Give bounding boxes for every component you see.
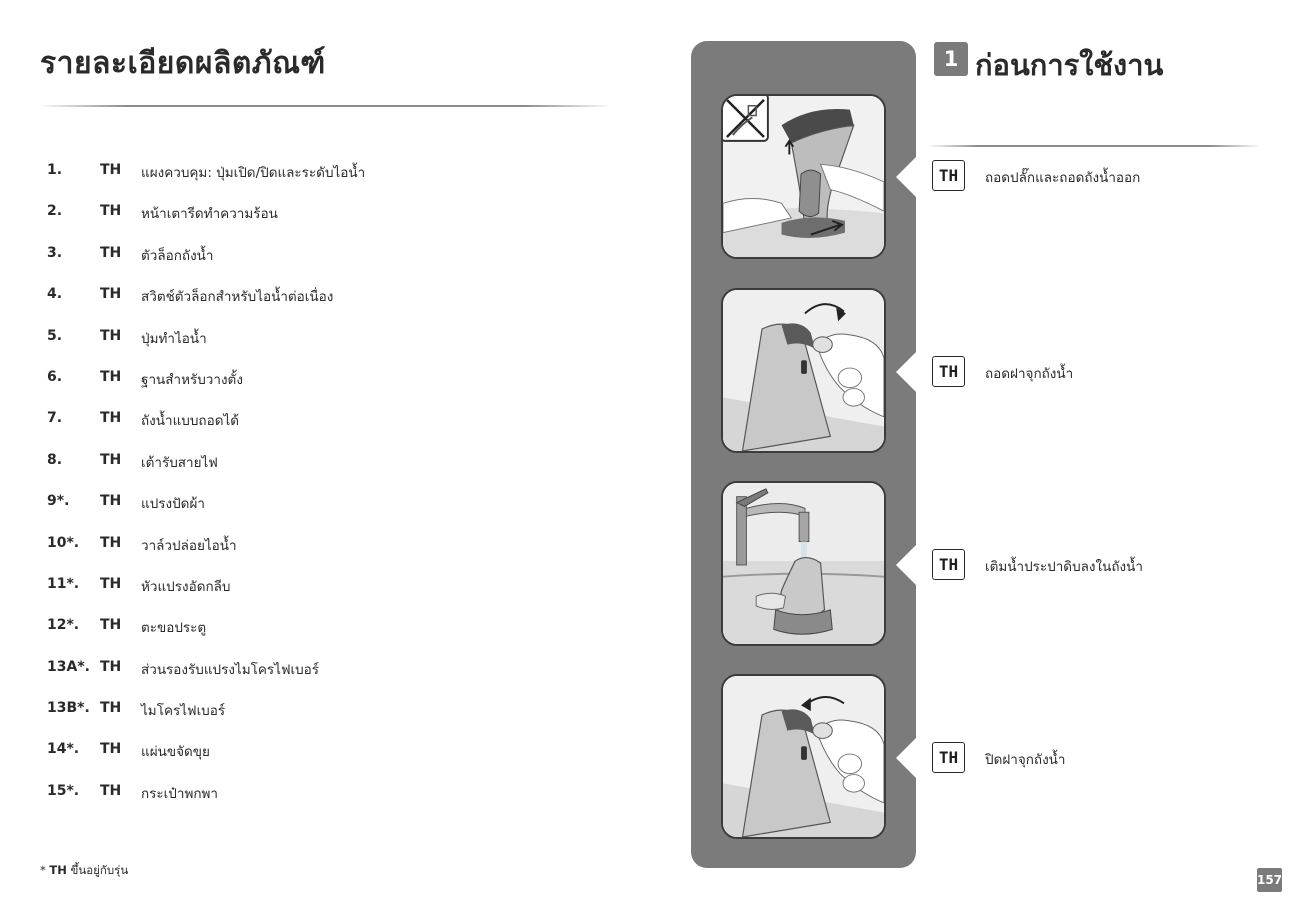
part-number: 3. [47,244,63,261]
step-4-instruction: ปิดฝาจุกถังน้ำ [985,752,1066,768]
page-number: 157 [1257,868,1282,892]
list-item [47,771,607,812]
part-number: 2. [47,203,63,220]
part-description: ไมโครไฟเบอร์ [141,703,226,720]
part-number: 6. [47,368,63,385]
language-badge: TH [932,160,965,191]
part-description: สวิตช์ตัวล็อกสำหรับไอน้ำต่อเนื่อง [141,289,334,306]
part-description: วาล์วปล่อยไอน้ำ [141,537,237,554]
step-4-pointer [896,738,916,778]
section-title: ก่อนการใช้งาน [975,48,1164,82]
parts-list [47,150,607,812]
step-2-pointer [896,352,916,392]
language-code: TH [100,327,122,344]
list-item [47,274,607,315]
step-2-illustration [721,288,886,453]
title-divider-right [930,145,1258,147]
list-item [47,647,607,688]
list-item [47,605,607,646]
step-3-illustration [721,481,886,646]
footnote-language-code: TH [49,863,67,877]
part-description: หน้าเตารีดทำความร้อน [141,206,278,223]
language-code: TH [100,203,122,220]
language-code: TH [100,368,122,385]
language-code: TH [100,617,122,634]
language-code: TH [100,658,122,675]
list-item [47,564,607,605]
fill-tap-water-image [723,483,884,644]
unplug-remove-tank-image [723,96,884,257]
step-3-pointer [896,545,916,585]
step-4-illustration [721,674,886,839]
language-code: TH [100,782,122,799]
part-description: แผงควบคุม: ปุ่มเปิด/ปิดและระดับไอน้ำ [141,165,366,181]
language-code: TH [100,700,122,717]
step-1-instruction: ถอดปลั๊กและถอดถังน้ำออก [985,170,1141,186]
language-badge: TH [932,549,965,580]
list-item [47,729,607,770]
title-divider-left [42,105,608,107]
part-description: กระเป๋าพกพา [141,785,218,802]
page-title-product-details: รายละเอียดผลิตภัณฑ์ [40,46,326,81]
part-number: 1. [47,162,63,178]
list-item [47,481,607,522]
footnote-star: * [40,863,46,877]
part-description: ส่วนรองรับแปรงไมโครไฟเบอร์ [141,661,320,678]
part-description: ถังน้ำแบบถอดได้ [141,413,240,430]
language-code: TH [100,493,122,510]
language-code: TH [100,410,122,427]
step-2-instruction: ถอดฝาจุกถังน้ำ [985,366,1074,382]
part-number: 10*. [47,534,80,551]
step-1-pointer [896,157,916,197]
language-code: TH [100,162,122,178]
part-number: 9*. [47,493,70,510]
part-description: ปุ่มทำไอน้ำ [141,330,207,347]
part-description: ตัวล็อกถังน้ำ [141,247,214,264]
part-description: ตะขอประตู [141,620,207,637]
language-badge: TH [932,742,965,773]
part-number: 15*. [47,782,80,799]
language-code: TH [100,741,122,758]
list-item [47,398,607,439]
part-number: 8. [47,451,63,468]
list-item [47,316,607,357]
step-3-instruction: เติมน้ำประปาดิบลงในถังน้ำ [985,559,1143,575]
list-item [47,440,607,481]
part-number: 14*. [47,741,80,758]
list-item [47,357,607,398]
footnote-text: ขึ้นอยู่กับรุ่น [70,863,129,877]
part-number: 7. [47,410,63,427]
list-item [47,688,607,729]
list-item [47,233,607,274]
step-1-illustration [721,94,886,259]
part-description: หัวแปรงอัดกลีบ [141,578,231,595]
part-description: เต้ารับสายไฟ [141,454,218,471]
part-number: 11*. [47,575,80,592]
part-number: 4. [47,286,63,303]
list-item [47,523,607,564]
language-badge: TH [932,356,965,387]
remove-tank-cap-image [723,290,884,451]
footnote [40,862,128,880]
language-code: TH [100,575,122,592]
part-number: 5. [47,327,63,344]
part-description: ฐานสำหรับวางตั้ง [141,371,243,388]
section-number-badge: 1 [934,42,968,76]
part-description: แผ่นขจัดขุย [141,744,210,761]
language-code: TH [100,534,122,551]
part-number: 13A*. [47,658,90,675]
language-code: TH [100,451,122,468]
part-description: แปรงปัดผ้า [141,496,205,513]
list-item [47,150,607,191]
language-code: TH [100,286,122,303]
list-item [47,191,607,232]
part-number: 12*. [47,617,80,634]
part-number: 13B*. [47,700,90,717]
close-tank-cap-image [723,676,884,837]
language-code: TH [100,244,122,261]
